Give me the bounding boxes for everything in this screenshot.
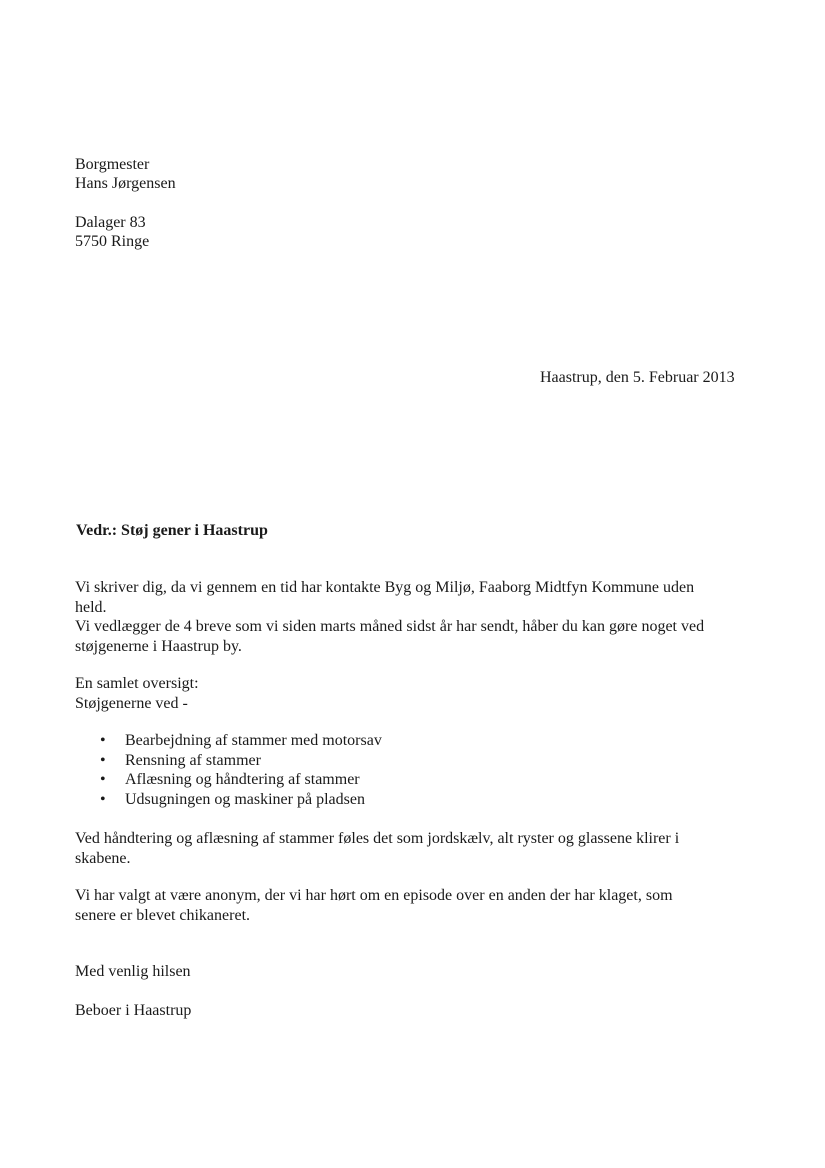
- signature-line: Beboer i Haastrup: [75, 1002, 192, 1019]
- list-item-text: Aflæsning og håndtering af stammer: [125, 771, 360, 788]
- list-item: [100, 790, 382, 810]
- overview-lead: Støjgenerne ved -: [75, 694, 188, 712]
- intro-line-1: Vi skriver dig, da vi gennem en tid har kontakte Byg og Miljø, Faaborg Midtfyn Kommune uden: [75, 579, 695, 596]
- list-item-text: Bearbejdning af stammer med motorsav: [125, 732, 382, 749]
- recipient-street: Dalager 83: [75, 214, 146, 231]
- bullet-icon: •: [100, 771, 106, 788]
- list-item: [100, 770, 382, 790]
- recipient-name: Hans Jørgensen: [75, 175, 176, 192]
- anonymous-line-1: Vi har valgt at være anonym, der vi har hørt om en episode over en anden der har klaget, som: [75, 887, 673, 904]
- noise-source-list: [100, 731, 382, 809]
- anonymous-line-2: senere er blevet chikaneret.: [75, 906, 251, 924]
- closing-line: Med venlig hilsen: [75, 963, 191, 980]
- shaking-line-1: Ved håndtering og aflæsning af stammer føles det som jordskælv, alt ryster og glassene klirer i: [75, 830, 680, 847]
- bullet-icon: •: [100, 751, 106, 769]
- list-item-text: Udsugningen og maskiner på pladsen: [125, 790, 365, 808]
- intro-line-4: støjgenerne i Haastrup by.: [75, 637, 242, 655]
- list-item-text: Rensning af stammer: [125, 751, 261, 769]
- recipient-address-block: [75, 213, 149, 251]
- subject-line: Vedr.: Støj gener i Haastrup: [76, 522, 268, 539]
- recipient-name-block: [75, 155, 176, 193]
- shaking-line-2: skabene.: [75, 849, 131, 867]
- bullet-icon: •: [100, 790, 106, 808]
- list-item: [100, 751, 382, 771]
- shaking-paragraph: [75, 829, 755, 868]
- intro-paragraph: [75, 578, 755, 656]
- recipient-title: Borgmester: [75, 156, 150, 173]
- intro-line-2: held.: [75, 598, 107, 616]
- intro-line-3: Vi vedlægger de 4 breve som vi siden marts måned sidst år har sendt, håber du kan gøre noget ved: [75, 618, 705, 635]
- bullet-icon: •: [100, 732, 106, 749]
- overview-heading: En samlet oversigt:: [75, 675, 199, 692]
- list-item: [100, 731, 382, 751]
- anonymous-paragraph: [75, 886, 755, 925]
- overview-heading-block: [75, 674, 755, 713]
- recipient-city: 5750 Ringe: [75, 233, 150, 250]
- date-line: Haastrup, den 5. Februar 2013: [540, 369, 735, 386]
